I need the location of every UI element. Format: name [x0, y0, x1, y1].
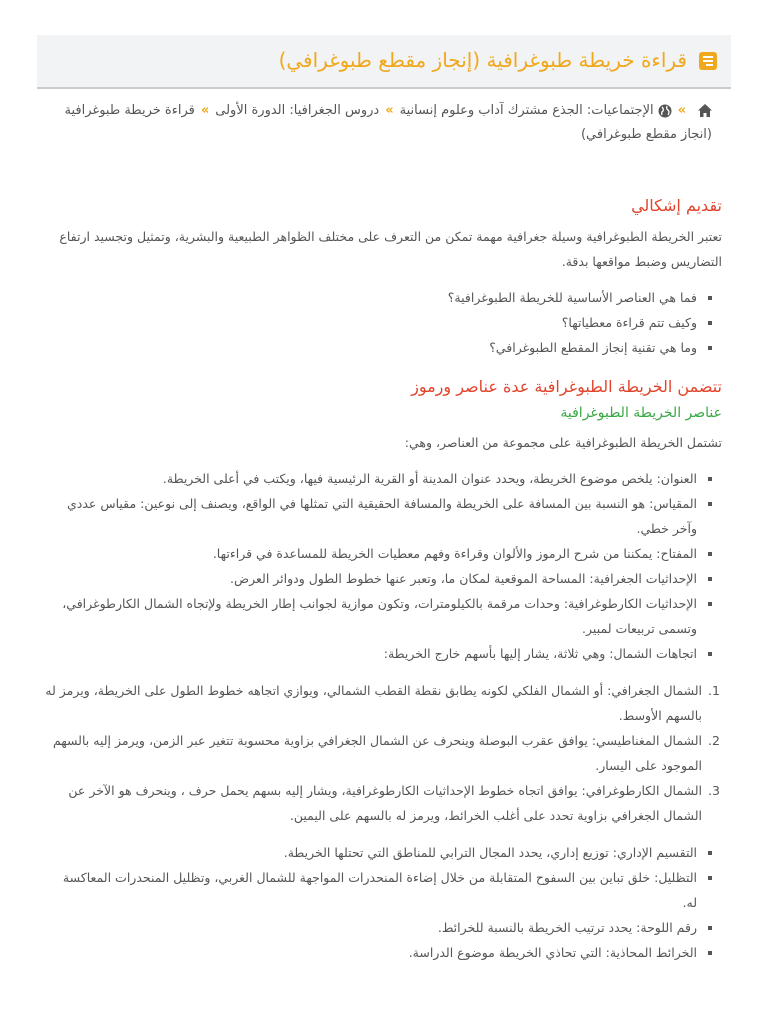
list-item: التظليل: خلق تباين بين السفوح المتقابلة من خلال إضاءة المنحدرات المواجهة للشمال الغربي، وتظليل المنحدرات المعاكسة له. — [45, 865, 712, 915]
breadcrumb-item-subject[interactable]: الإجتماعيات: الجذع مشترك آداب وعلوم إنسانية — [399, 103, 654, 118]
list-item: رقم اللوحة: يحدد ترتيب الخريطة بالنسبة للخرائط. — [45, 915, 712, 940]
north-directions-list — [45, 678, 722, 828]
home-icon[interactable] — [698, 104, 712, 117]
list-item: فما هي العناصر الأساسية للخريطة الطبوغرافية؟ — [45, 285, 712, 310]
questions-list — [45, 285, 722, 360]
section-heading: تتضمن الخريطة الطبوغرافية عدة عناصر ورموز — [411, 377, 722, 396]
page-title-bar — [37, 35, 731, 89]
breadcrumb-separator: » — [677, 103, 686, 118]
sub-heading: عناصر الخريطة الطبوغرافية — [560, 405, 722, 421]
list-item: 3. الشمال الكارطوغرافي: يوافق اتجاه خطوط الإحداثيات الكارطوغرافية، ويشار إليه بسهم يحمل حرف ، وينحرف هو الآخر عن الشمال الجغرافي بزاوية تحدد على أغلب الخرائط، ويرمز له بالسهم على اليمين. — [45, 778, 704, 828]
intro-heading: تقديم إشكالي — [631, 196, 722, 215]
list-item: 1. الشمال الجغرافي: أو الشمال الفلكي لكونه يطابق نقطة القطب الشمالي، ويوازي اتجاهه خطوط الطول على الخريطة، ويرمز له بالسهم الأوسط. — [45, 678, 704, 728]
list-item: 2. الشمال المغناطيسي: يوافق عقرب البوصلة وينحرف عن الشمال الجغرافي بزاوية محسوبة تتغير عبر الزمن، ويرمز إليه بالسهم الموجود على اليسار. — [45, 728, 704, 778]
breadcrumb-separator: » — [385, 103, 394, 118]
article-content — [45, 196, 722, 965]
document-icon — [699, 52, 717, 70]
breadcrumb-item-lessons[interactable]: دروس الجغرافيا: الدورة الأولى — [215, 103, 380, 118]
list-item: الإحداثيات الكارطوغرافية: وحدات مرقمة بالكيلومترات، وتكون موازية لجوانب إطار الخريطة ولإتجاه الشمال الكارطوغرافي، وتسمى تربيعات لمبير. — [45, 591, 712, 641]
page-title: قراءة خريطة طبوغرافية (إنجاز مقطع طبوغرافي) — [278, 48, 687, 72]
breadcrumb-item-current: قراءة خريطة طبوغرافية (انجاز مقطع طبوغرافي) — [64, 103, 712, 142]
list-item: المفتاح: يمكننا من شرح الرموز والألوان وقراءة وفهم معطيات الخريطة للمساعدة في قراءتها. — [45, 541, 712, 566]
list-item: الإحداثيات الجغرافية: المساحة الموقعية لمكان ما، وتعبر عنها خطوط الطول ودوائر العرض. — [45, 566, 712, 591]
list-item: وكيف تتم قراءة معطياتها؟ — [45, 310, 712, 335]
list-item: العنوان: يلخص موضوع الخريطة، ويحدد عنوان المدينة أو القرية الرئيسية فيها، ويكتب في أعلى الخريطة. — [45, 466, 712, 491]
elements-list — [45, 466, 722, 666]
list-item: الخرائط المحاذية: التي تحاذي الخريطة موضوع الدراسة. — [45, 940, 712, 965]
more-elements-list — [45, 840, 722, 965]
list-item: اتجاهات الشمال: وهي ثلاثة، يشار إليها بأسهم خارج الخريطة: — [45, 641, 712, 666]
globe-icon — [658, 104, 672, 118]
intro-paragraph: تعتبر الخريطة الطبوغرافية وسيلة جغرافية مهمة تمكن من التعرف على مختلف الظواهر الطبيعية والبشرية، وتمثيل وتجسيد ارتفاع التضاريس وضبط مواقعها بدقة. — [59, 229, 722, 269]
list-item: وما هي تقنية إنجاز المقطع الطبوغرافي؟ — [45, 335, 712, 360]
list-item: التقسيم الإداري: توزيع إداري، يحدد المجال الترابي للمناطق التي تحتلها الخريطة. — [45, 840, 712, 865]
elements-intro: تشتمل الخريطة الطبوغرافية على مجموعة من العناصر، وهي: — [404, 435, 722, 450]
breadcrumb — [60, 99, 712, 147]
list-item: المقياس: هو النسبة بين المسافة على الخريطة والمسافة الحقيقية التي تمثلها في الواقع، ويصنف إلى نوعين: مقياس عددي وآخر خطي. — [45, 491, 712, 541]
breadcrumb-separator: » — [200, 103, 210, 118]
